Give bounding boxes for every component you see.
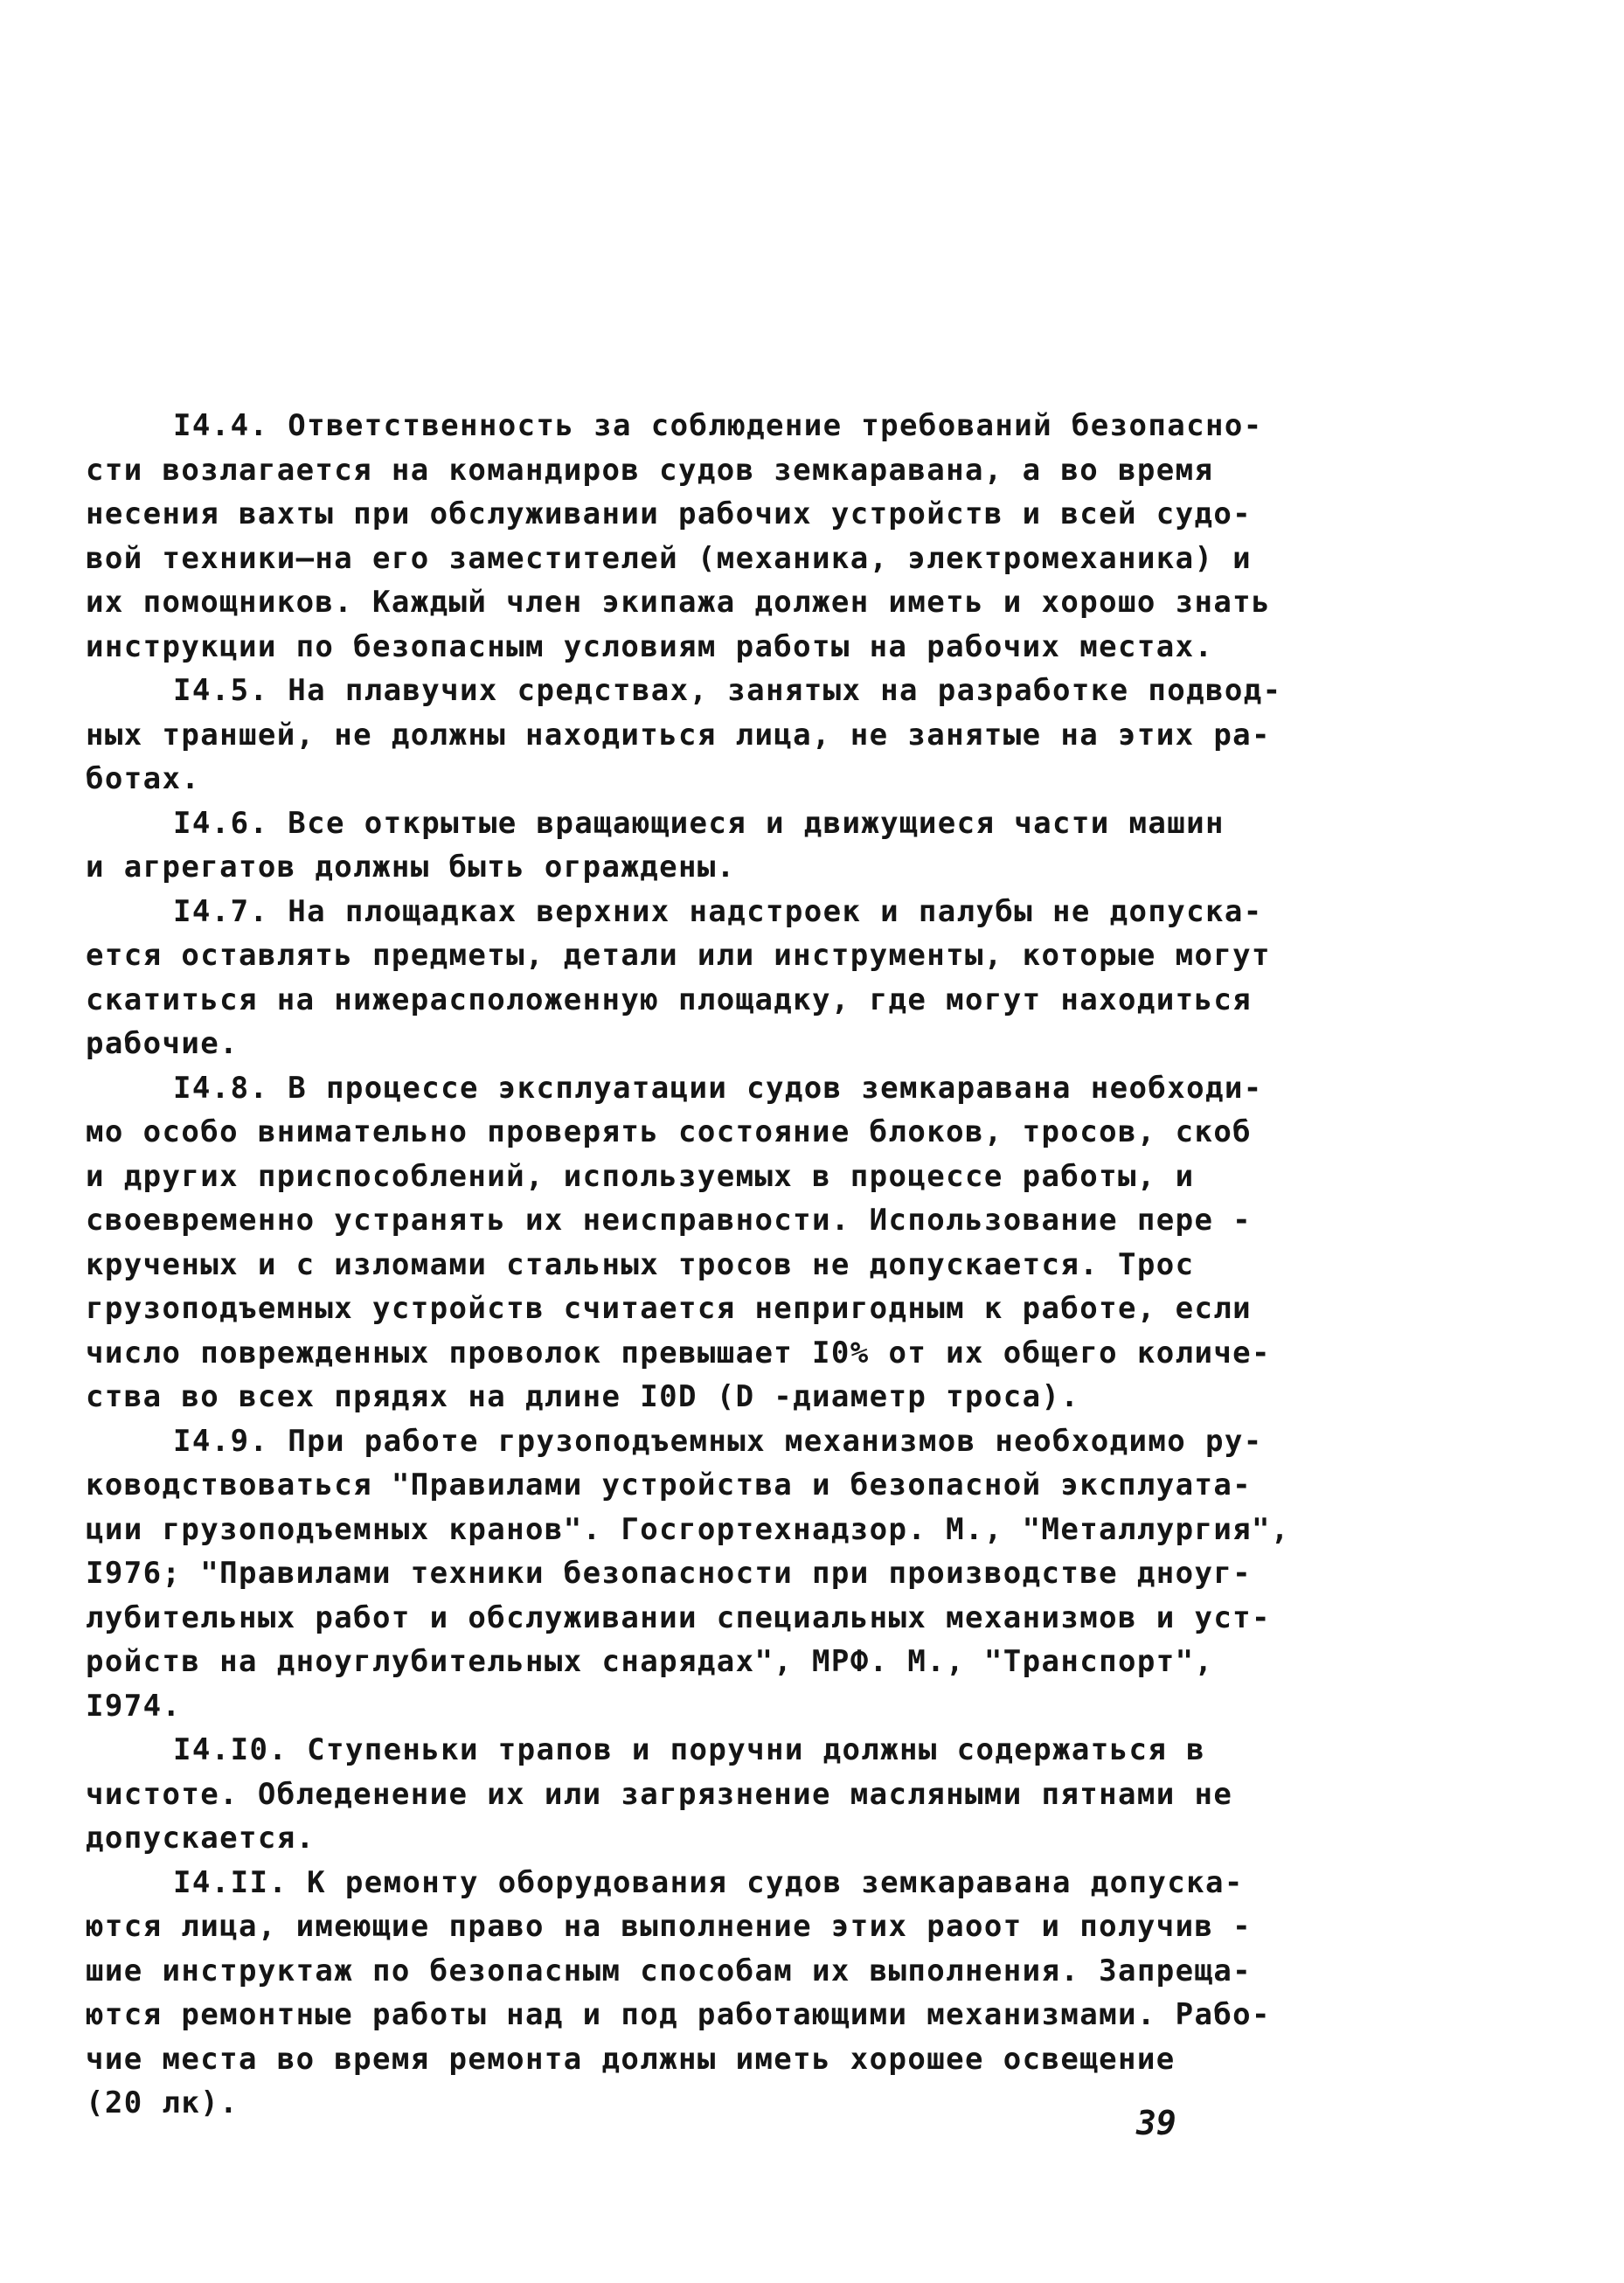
paragraph-first-line: I4.8. В процессе эксплуатации судов земкаравана необходи-	[173, 1070, 1263, 1106]
paragraph	[86, 801, 1225, 890]
paragraph	[86, 404, 1271, 669]
paragraph-line: шие инструктаж по безопасным способам их выполнения. Запреща-	[86, 1953, 1253, 1988]
paragraph-first-line: I4.9. При работе грузоподъемных механизмов необходимо ру-	[173, 1423, 1263, 1459]
paragraph-line: их помощников. Каждый член экипажа должен иметь и хорошо знать	[86, 585, 1271, 620]
paragraph-line: рабочие.	[86, 1026, 239, 1061]
paragraph-line: (20 лк).	[86, 2085, 239, 2120]
paragraph	[86, 1728, 1233, 1861]
paragraph-line: сти возлагается на командиров судов земкаравана, а во время	[86, 452, 1214, 488]
paragraph-line: чие места во время ремонта должны иметь хорошее освещение	[86, 2041, 1176, 2077]
paragraph-line: несения вахты при обслуживании рабочих устройств и всей судо-	[86, 496, 1253, 531]
paragraph-line: чистоте. Обледенение их или загрязнение масляными пятнами не	[86, 1776, 1233, 1812]
paragraph-line: число поврежденных проволок превышает I0% от их общего количе-	[86, 1335, 1271, 1370]
paragraph-line: ботах.	[86, 761, 201, 796]
paragraph-line: и агрегатов должны быть ограждены.	[86, 850, 736, 885]
paragraph-first-line: I4.II. К ремонту оборудования судов земкаравана допуска-	[173, 1864, 1244, 1900]
paragraph-line: инструкции по безопасным условиям работы на рабочих местах.	[86, 628, 1214, 664]
paragraph-line: ства во всех прядях на длине I0D (D -диаметр троса).	[86, 1379, 1080, 1414]
paragraph-line: грузоподъемных устройств считается непригодным к работе, если	[86, 1291, 1253, 1326]
paragraph-line: своевременно устранять их неисправности. Использование пере -	[86, 1203, 1253, 1238]
paragraph-line: лубительных работ и обслуживании специальных механизмов и уст-	[86, 1599, 1271, 1635]
document-body	[86, 404, 1290, 2126]
paragraph-line: крученых и с изломами стальных тросов не допускается. Трос	[86, 1246, 1195, 1282]
paragraph-line: ководствоваться "Правилами устройства и безопасной эксплуата-	[86, 1468, 1253, 1502]
paragraph	[86, 1066, 1271, 1419]
paragraph-line: скатиться на нижерасположенную площадку, где могут находиться	[86, 982, 1253, 1017]
page-number: 39	[1136, 2104, 1176, 2142]
paragraph-first-line: I4.5. На плавучих средствах, занятых на разработке подвод-	[173, 673, 1282, 708]
paragraph-line: мо особо внимательно проверять состояние блоков, тросов, скоб	[86, 1114, 1253, 1149]
paragraph-line: I976; "Правилами техники безопасности при производстве дноуг-	[86, 1556, 1253, 1591]
paragraph-line: допускается.	[86, 1821, 316, 1856]
paragraph-first-line: I4.4. Ответственность за соблюдение требований безопасно-	[173, 408, 1263, 443]
paragraph-line: ройств на дноуглубительных снарядах", МРФ. М., "Транспорт",	[86, 1644, 1214, 1679]
paragraph	[86, 1419, 1290, 1729]
paragraph-line: ции грузоподъемных кранов". Госгортехнадзор. М., "Металлургия",	[86, 1511, 1290, 1547]
paragraph-line: и других приспособлений, используемых в процессе работы, и	[86, 1158, 1195, 1194]
paragraph-line: ются лица, имеющие право на выполнение этих раоот и получив -	[86, 1909, 1253, 1944]
paragraph-first-line: I4.I0. Ступеньки трапов и поручни должны содержаться в	[173, 1732, 1205, 1767]
paragraph	[86, 669, 1282, 801]
paragraph	[86, 1861, 1271, 2126]
paragraph-line: ных траншей, не должны находиться лица, не занятые на этих ра-	[86, 717, 1271, 753]
paragraph-first-line: I4.7. На площадках верхних надстроек и палубы не допуска-	[173, 893, 1263, 929]
paragraph-line: ется оставлять предметы, детали или инструменты, которые могут	[86, 938, 1271, 973]
paragraph-first-line: I4.6. Все открытые вращающиеся и движущиеся части машин	[173, 805, 1225, 841]
paragraph-line: вой техники–на его заместителей (механика, электромеханика) и	[86, 540, 1253, 576]
paragraph	[86, 890, 1271, 1066]
paragraph-line: ются ремонтные работы над и под работающими механизмами. Рабо-	[86, 1997, 1271, 2032]
paragraph-line: I974.	[86, 1688, 182, 1724]
